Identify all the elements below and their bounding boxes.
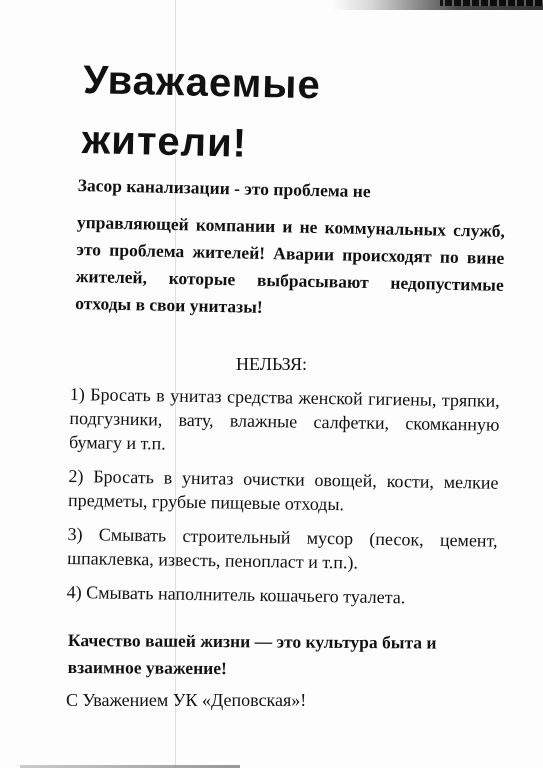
- rule-item: 3) Смывать строительный мусор (песок, цемент, шпаклевка, известь, пенопласт и т.п.).: [67, 523, 498, 573]
- forbidden-heading: НЕЛЬЗЯ:: [236, 354, 307, 374]
- rule-item: 4) Смывать наполнитель кошачьего туалета.: [66, 581, 406, 608]
- title-line-1: Уважаемые: [82, 57, 322, 108]
- rule-item: 2) Бросать в унитаз очистки овощей, кости, мелкие предметы, грубые пищевые отходы.: [67, 465, 499, 515]
- rule-item: 1) Бросать в унитаз средства женской гигиены, тряпки, подгузники, вату, влажные салфетки, скомканную бумагу и т.п.: [68, 383, 500, 454]
- title-line-2: жители!: [81, 117, 248, 166]
- rules-list: [66, 382, 500, 621]
- signoff: С Уважением УК «Деповская»!: [66, 690, 307, 710]
- intro-line-1: Засор канализации - это проблема не: [77, 174, 371, 202]
- intro-paragraph: [75, 172, 506, 326]
- notice-title: [81, 50, 464, 179]
- intro-rest: управляющей компании и не коммунальных служб, это проблема жителей! Аварии происходят по вине жителей, которые выбрасывают недопустимые отходы в свои унитазы!: [75, 211, 506, 317]
- quality-statement: Качество вашей жизни — это культура быта и взаимное уважение!: [67, 629, 437, 679]
